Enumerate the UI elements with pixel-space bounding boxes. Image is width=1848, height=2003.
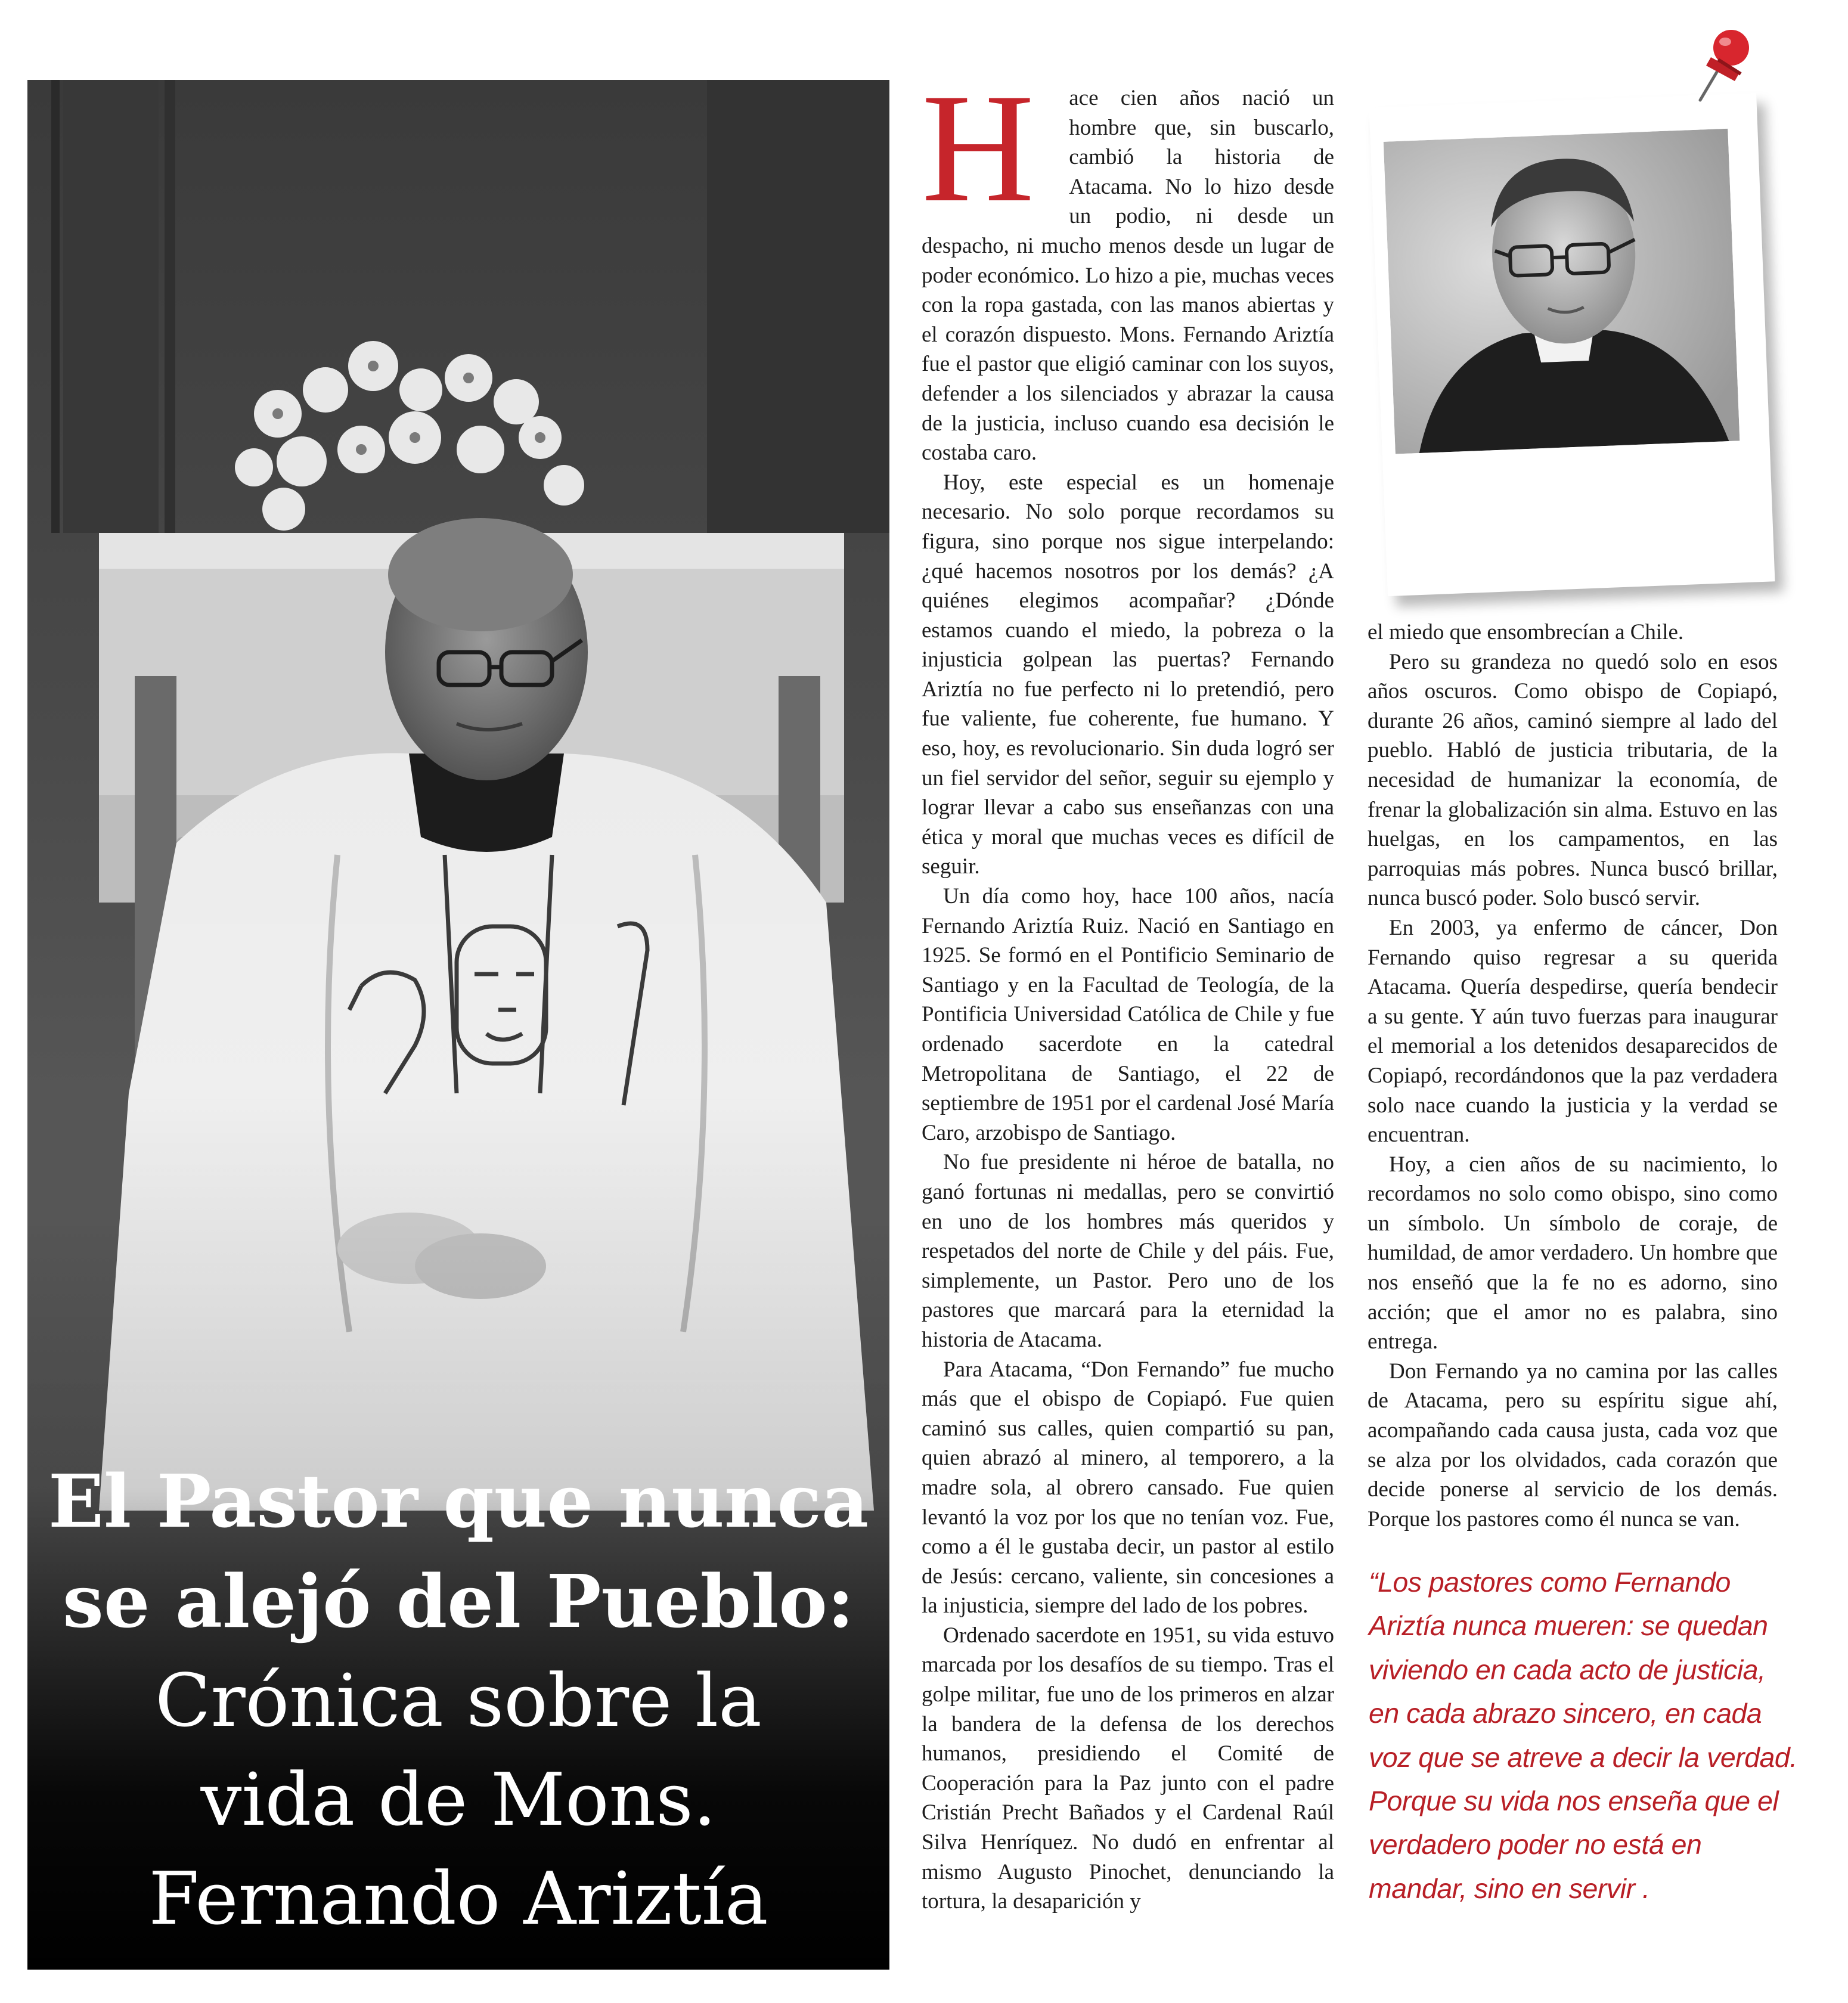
young-priest-photo: [1384, 129, 1740, 454]
paragraph-11: Don Fernando ya no camina por las calles de Atacama, pero su espíritu sigue ahí, acompañando cada causa justa, cada voz que se alza por los olvidados, cada corazón que decide ponerse al servicio de los demás. Porque los pastores como él nunca se van.: [1368, 1359, 1778, 1531]
paragraph-10: Hoy, a cien años de su nacimiento, lo recordamos no solo como obispo, sino como un símbolo. Un símbolo de coraje, de humildad, de amor verdadero. Un hombre que nos enseñó que la fe no es adorno, sino acción; que el amor no es palabra, sino entrega.: [1368, 1152, 1778, 1354]
drop-cap: H: [922, 61, 1035, 234]
paragraph-6: Ordenado sacerdote en 1951, su vida estuvo marcada por los desafíos de su tiempo. Tras el golpe militar, fue uno de los primeros en alzar la bandera de la defensa de los derechos humanos, presidiendo el Comité de Cooperación para la Paz junto con el padre Cristián Precht Bañados y el Cardenal Raúl Silva Henríquez. No dudó en enfrentar al mismo Augusto Pinochet, denunciando la tortura, la desaparición y: [922, 1623, 1334, 1914]
headline-line-5: Fernando Ariztía: [148, 1856, 768, 1941]
paragraph-4: No fue presidente ni héroe de batalla, no ganó fortunas ni medallas, pero se convirtió en uno de los hombres más queridos y respetados del norte de Chile y del páis. Fue, simplemente, un Pastor. Pero uno de los pastores que marcará para la eternidad la historia de Atacama.: [922, 1150, 1334, 1352]
pull-quote: “Los pastores como Fernando Ariztía nunca mueren: se quedan viviendo en cada acto de justicia, en cada abrazo sincero, en cada voz que se atreve a decir la verdad. Porque su vida nos enseña que el verdadero poder no está en mandar, sino en servir .: [1369, 1567, 1797, 1904]
paragraph-3: Un día como hoy, hace 100 años, nacía Fernando Ariztía Ruiz. Nació en Santiago en 1925. Se formó en el Pontificio Seminario de Santiago y en la Facultad de Teología, de la Pontificia Universidad Católica de Chile y fue ordenado sacerdote en la catedral Metropolitana de Santiago, el 22 de septiembre de 1951 por el cardenal José María Caro, arzobispo de Santiago.: [922, 884, 1334, 1145]
article-column-1: [922, 61, 1334, 1917]
headline-line-1: El Pastor que nunca: [48, 1458, 869, 1544]
hero-photo: [27, 80, 889, 1970]
paragraph-9: En 2003, ya enfermo de cáncer, Don Fernando quiso regresar a su querida Atacama. Quería despedirse, quería bendecir a su gente. Y aún tuvo fuerzas para inaugurar el memorial a los detenidos desaparecidos de Copiapó, recordándonos que la paz verdadera solo nace cuando la justicia y la verdad se encuentran.: [1368, 915, 1778, 1148]
paragraph-1-text: ace cien años nació un hombre que, sin buscarlo, cambió la historia de Atacama. No lo hizo desde un podio, ni desde un despacho, ni mucho menos desde un lugar de poder económico. Lo hizo a pie, muchas veces con la ropa gastada, con las manos abiertas y el corazón dispuesto. Mons. Fernando Ariztía fue el pastor que eligió caminar con los suyos, defender a los silenciados y abrazar la causa de la justicia, incluso cuando esa decisión le costaba caro.: [922, 86, 1334, 466]
push-pin-icon: [1682, 24, 1754, 107]
headline-line-3: Crónica sobre la: [155, 1658, 762, 1743]
headline-line-2: se alejó del Pueblo:: [63, 1558, 854, 1644]
paragraph-8: Pero su grandeza no quedó solo en esos años oscuros. Como obispo de Copiapó, durante 26 años, caminó siempre al lado del pueblo. Habló de justicia tributaria, de la necesidad de humanizar la economía, de frenar la globalización sin alma. Estuvo en las huelgas, en los campamentos, en las parroquias más pobres. Nunca buscó brillar, nunca buscó poder. Solo buscó servir.: [1368, 649, 1778, 911]
pinned-portrait: [1369, 93, 1775, 596]
headline-line-4: vida de Mons.: [200, 1757, 717, 1842]
paragraph-1: [922, 61, 1334, 468]
headline: [27, 1451, 889, 1948]
paragraph-7: el miedo que ensombrecían a Chile.: [1368, 620, 1684, 644]
paragraph-2: Hoy, este especial es un homenaje necesario. No solo porque recordamos su figura, sino porque nos sigue interpelando: ¿qué hacemos nosotros por los demás? ¿A quiénes elegimos acompañar? ¿Dónde estamos cuando el miedo, la pobreza o la injusticia golpean las puertas? Fernando Ariztía no fue perfecto ni lo pretendió, pero fue valiente, fue coherente, fue humano. Y eso, hoy, es revolucionario. Sin duda logró ser un fiel servidor del señor, seguir su ejemplo y lograr llevar a cabo sus enseñanzas con una ética y moral que muchas veces es difícil de seguir.: [922, 470, 1334, 879]
paragraph-5: Para Atacama, “Don Fernando” fue mucho más que el obispo de Copiapó. Fue quien caminó sus calles, quien compartió su pan, quien abrazó al minero, al temporero, a la madre sola, al obrero cansado. Fue quien levantó la voz por los que no tenían voz. Fue, como a él le gustaba decir, un pastor al estilo de Jesús: cercano, valiente, sin concesiones a la injusticia, siempre del lado de los pobres.: [922, 1357, 1334, 1618]
article-column-2: [1368, 618, 1778, 1534]
